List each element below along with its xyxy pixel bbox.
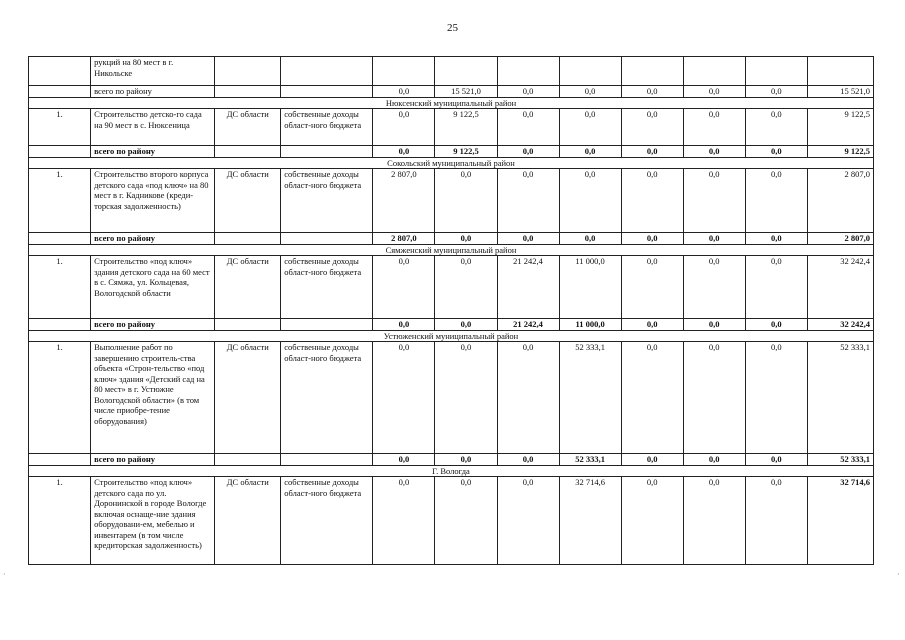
row-index: 1. <box>29 169 91 233</box>
value-cell: 2 807,0 <box>373 233 435 245</box>
district-header-row <box>29 330 874 342</box>
district-name: Устюженский муниципальный район <box>29 330 874 342</box>
value-cell: 0,0 <box>683 342 745 454</box>
district-total-row <box>29 86 874 98</box>
funding-source: собственные доходы област-ного бюджета <box>281 342 373 454</box>
value-cell: 0,0 <box>559 233 621 245</box>
value-cell: 0,0 <box>621 146 683 158</box>
value-cell: 0,0 <box>683 86 745 98</box>
district-header-row <box>29 157 874 169</box>
value-cell: 0,0 <box>373 109 435 146</box>
value-cell: 0,0 <box>683 454 745 466</box>
district-header-row <box>29 465 874 477</box>
value-cell: 0,0 <box>373 454 435 466</box>
value-cell: 21 242,4 <box>497 319 559 331</box>
value-cell: 0,0 <box>745 319 807 331</box>
value-cell: 0,0 <box>435 256 497 319</box>
value-cell: 0,0 <box>559 86 621 98</box>
value-cell: 0,0 <box>621 319 683 331</box>
value-cell: 0,0 <box>435 233 497 245</box>
value-cell: 0,0 <box>621 256 683 319</box>
object-name: Строительство «под ключ» детского сада по ул. Доронинской в городе Вологде включая оснаще-ние здания оборудовани-ем, мебелью и инвентарем (в том числе кредиторская задолженность) <box>91 477 215 565</box>
funding-source: собственные доходы област-ного бюджета <box>281 109 373 146</box>
district-name: Сокольский муниципальный район <box>29 157 874 169</box>
value-cell: 0,0 <box>497 342 559 454</box>
total-cell: 2 807,0 <box>807 169 873 233</box>
total-cell: 52 333,1 <box>807 454 873 466</box>
total-cell: 2 807,0 <box>807 233 873 245</box>
value-cell: 0,0 <box>745 169 807 233</box>
table-row <box>29 477 874 565</box>
value-cell: 52 333,1 <box>559 454 621 466</box>
value-cell: 0,0 <box>373 86 435 98</box>
value-cell: 0,0 <box>683 169 745 233</box>
row-index: 1. <box>29 109 91 146</box>
value-cell: 0,0 <box>497 233 559 245</box>
scan-edge-mark: · <box>3 570 6 579</box>
total-cell: 32 242,4 <box>807 256 873 319</box>
row-index: 1. <box>29 342 91 454</box>
district-name: Г. Вологда <box>29 465 874 477</box>
value-cell: 0,0 <box>621 233 683 245</box>
value-cell: 0,0 <box>373 256 435 319</box>
facility-type: ДС области <box>215 342 281 454</box>
value-cell: 0,0 <box>745 342 807 454</box>
value-cell: 0,0 <box>621 109 683 146</box>
value-cell: 0,0 <box>683 109 745 146</box>
value-cell: 15 521,0 <box>435 86 497 98</box>
value-cell: 0,0 <box>745 233 807 245</box>
value-cell: 11 000,0 <box>559 256 621 319</box>
value-cell: 0,0 <box>559 146 621 158</box>
table-row <box>29 109 874 146</box>
facility-type: ДС области <box>215 169 281 233</box>
object-name: Выполнение работ по завершению строитель-ства объекта «Строн-тельство «под ключ» здания «Детский сад на 80 мест» в г. Устюжне Вологодской области» (в том числе приобре-тение оборудования) <box>91 342 215 454</box>
value-cell: 0,0 <box>559 169 621 233</box>
district-total-row <box>29 454 874 466</box>
value-cell: 0,0 <box>745 256 807 319</box>
value-cell: 0,0 <box>683 319 745 331</box>
value-cell: 32 714,6 <box>559 477 621 565</box>
district-name: Нюксенский муниципальный район <box>29 97 874 109</box>
total-cell: 15 521,0 <box>807 86 873 98</box>
total-cell: 9 122,5 <box>807 146 873 158</box>
value-cell: 0,0 <box>497 86 559 98</box>
total-cell: 32 714,6 <box>807 477 873 565</box>
value-cell: 0,0 <box>745 86 807 98</box>
value-cell: 0,0 <box>621 477 683 565</box>
value-cell: 0,0 <box>745 146 807 158</box>
facility-type: ДС области <box>215 256 281 319</box>
district-name: Сямженский муниципальный район <box>29 244 874 256</box>
value-cell: 0,0 <box>621 342 683 454</box>
value-cell: 0,0 <box>621 169 683 233</box>
value-cell: 0,0 <box>497 146 559 158</box>
value-cell: 0,0 <box>683 233 745 245</box>
value-cell: 9 122,5 <box>435 109 497 146</box>
value-cell: 0,0 <box>683 256 745 319</box>
value-cell: 0,0 <box>497 109 559 146</box>
value-cell: 0,0 <box>497 454 559 466</box>
value-cell: 52 333,1 <box>559 342 621 454</box>
table-row <box>29 57 874 86</box>
district-total-row <box>29 319 874 331</box>
object-name: Строительство детско-го сада на 90 мест в с. Нюксеница <box>91 109 215 146</box>
object-name: Строительство второго корпуса детского сада «под ключ» на 80 мест в г. Кадникове (креди-торская задолженность) <box>91 169 215 233</box>
total-cell: 9 122,5 <box>807 109 873 146</box>
funding-source: собственные доходы област-ного бюджета <box>281 169 373 233</box>
value-cell: 0,0 <box>621 86 683 98</box>
value-cell: 0,0 <box>497 477 559 565</box>
value-cell: 0,0 <box>373 342 435 454</box>
funding-source: собственные доходы област-ного бюджета <box>281 256 373 319</box>
total-cell: 52 333,1 <box>807 342 873 454</box>
table-row <box>29 169 874 233</box>
total-label: всего по району <box>91 233 215 245</box>
value-cell: 0,0 <box>435 169 497 233</box>
value-cell: 0,0 <box>435 454 497 466</box>
value-cell: 0,0 <box>745 454 807 466</box>
value-cell: 0,0 <box>559 109 621 146</box>
value-cell: 0,0 <box>683 146 745 158</box>
value-cell: 21 242,4 <box>497 256 559 319</box>
facility-type: ДС области <box>215 477 281 565</box>
scan-edge-mark: · <box>897 570 900 579</box>
value-cell: 2 807,0 <box>373 169 435 233</box>
value-cell: 0,0 <box>745 477 807 565</box>
value-cell: 0,0 <box>621 454 683 466</box>
total-label: всего по району <box>91 454 215 466</box>
table-row <box>29 256 874 319</box>
total-label: всего по району <box>91 146 215 158</box>
district-header-row <box>29 97 874 109</box>
value-cell: 0,0 <box>435 319 497 331</box>
total-cell: 32 242,4 <box>807 319 873 331</box>
value-cell: 0,0 <box>497 169 559 233</box>
district-header-row <box>29 244 874 256</box>
value-cell: 0,0 <box>435 342 497 454</box>
district-total-row <box>29 233 874 245</box>
row-index: 1. <box>29 256 91 319</box>
value-cell: 0,0 <box>373 319 435 331</box>
funding-source: собственные доходы област-ного бюджета <box>281 477 373 565</box>
value-cell: 0,0 <box>373 477 435 565</box>
object-name: рукций на 80 мест в г. Никольске <box>91 57 215 86</box>
total-label: всего по району <box>91 86 215 98</box>
object-name: Строительство «под ключ» здания детского сада на 60 мест в с. Сямжа, ул. Кольцевая, Вологодской области <box>91 256 215 319</box>
district-total-row <box>29 146 874 158</box>
budget-table <box>28 56 874 565</box>
value-cell: 0,0 <box>683 477 745 565</box>
value-cell: 0,0 <box>435 477 497 565</box>
value-cell: 0,0 <box>373 146 435 158</box>
total-label: всего по району <box>91 319 215 331</box>
value-cell: 11 000,0 <box>559 319 621 331</box>
table-row <box>29 342 874 454</box>
facility-type: ДС области <box>215 109 281 146</box>
page-number: 25 <box>447 22 458 34</box>
value-cell: 0,0 <box>745 109 807 146</box>
row-index: 1. <box>29 477 91 565</box>
value-cell: 9 122,5 <box>435 146 497 158</box>
